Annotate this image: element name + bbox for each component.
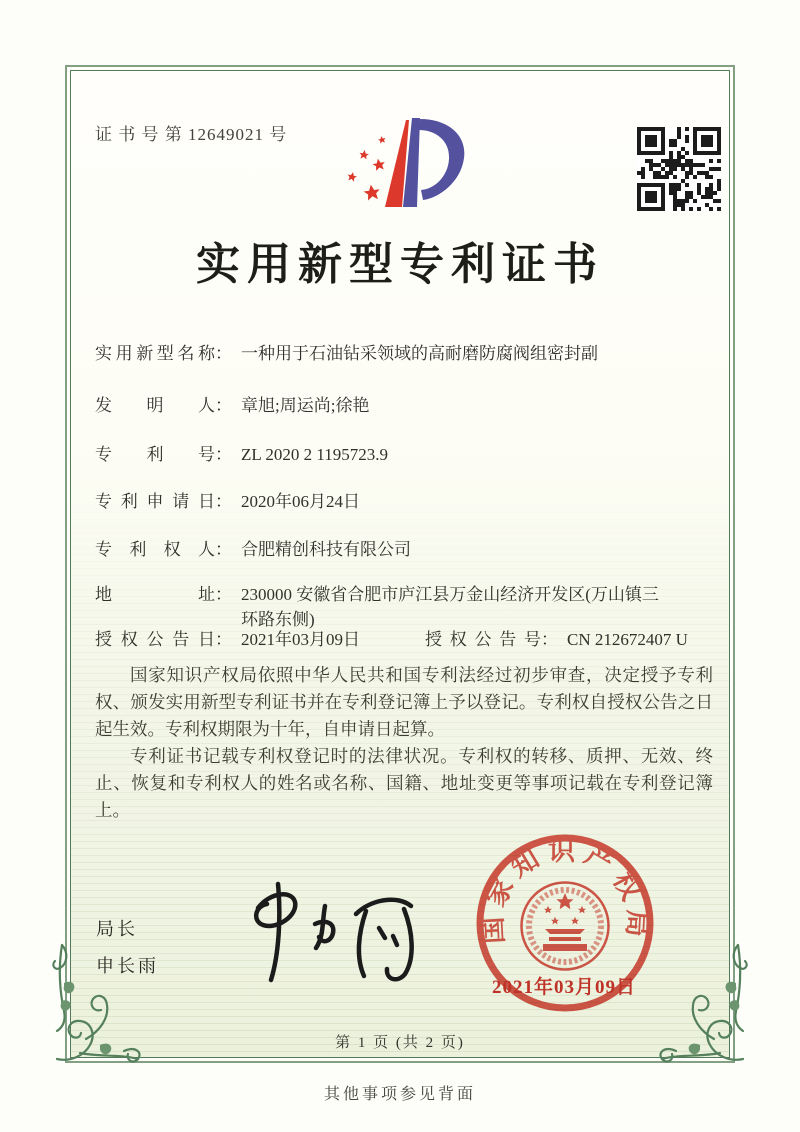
certificate-title: 实用新型专利证书 xyxy=(196,240,604,289)
field-colon: ： xyxy=(541,630,558,649)
seal-date: 2021年03月09日 xyxy=(492,977,637,998)
field-colon: ： xyxy=(215,540,232,559)
back-side-note: 其他事项参见背面 xyxy=(323,1086,476,1103)
field-colon: ： xyxy=(215,492,232,511)
legal-paragraph-1: 国家知识产权局依照中华人民共和国专利法经过初步审查，决定授予专利权、颁发实用新型专利证书并在专利登记簿上予以登记。专利权自授权公告之日起生效。专利权期限为十年，自申请日起算。 xyxy=(95,665,713,739)
field-label: 授权公告日 xyxy=(95,630,215,649)
field-value: 230000 安徽省合肥市庐江县万金山经济开发区(万山镇三 xyxy=(241,585,659,604)
qr-code xyxy=(637,127,721,211)
director-title: 局长 xyxy=(96,919,138,939)
field-row-filing-date xyxy=(95,490,360,514)
star-icon xyxy=(363,183,381,200)
field-value: 2020年06月24日 xyxy=(241,492,360,511)
field-label: 实用新型名称 xyxy=(95,344,215,363)
field-colon: ： xyxy=(215,344,232,363)
logo-blue-bowl xyxy=(419,119,464,200)
field-value: CN 212672407 U xyxy=(567,630,688,649)
legal-text xyxy=(95,662,713,824)
star-icon xyxy=(372,158,386,172)
field-colon: ： xyxy=(215,445,232,464)
field-label: 专利权人 xyxy=(95,540,215,559)
field-row-utility-model-name xyxy=(95,342,598,366)
page-number: 第 1 页 (共 2 页) xyxy=(335,1035,465,1051)
field-colon: ： xyxy=(215,630,232,649)
field-label: 授权公告号 xyxy=(425,630,541,649)
star-icon xyxy=(347,171,358,182)
director-name: 申长雨 xyxy=(96,956,159,976)
director-signature xyxy=(208,876,423,984)
field-row-grant xyxy=(95,628,688,652)
field-label: 地址 xyxy=(95,585,215,604)
field-colon: ： xyxy=(215,585,232,604)
legal-paragraph-2: 专利证书记载专利权登记时的法律状况。专利权的转移、质押、无效、终止、恢复和专利权人的姓名或名称、国籍、地址变更等事项记载在专利登记簿上。 xyxy=(95,746,713,820)
field-row-address xyxy=(95,583,659,607)
field-value: 合肥精创科技有限公司 xyxy=(241,540,411,559)
field-row-patent-number xyxy=(95,443,388,467)
field-value: 2021年03月09日 xyxy=(241,630,360,649)
field-label: 发明人 xyxy=(95,396,215,415)
field-value: ZL 2020 2 1195723.9 xyxy=(241,445,389,464)
field-colon: ： xyxy=(215,396,232,415)
certificate-number: 证 书 号 第 12649021 号 xyxy=(95,125,288,144)
field-pair-grant-number xyxy=(425,628,688,652)
cnipa-patent-logo-icon xyxy=(333,110,473,220)
star-icon xyxy=(377,135,386,144)
field-row-patentee xyxy=(95,538,411,562)
field-label: 专利申请日 xyxy=(95,492,215,511)
field-label: 专利号 xyxy=(95,445,215,464)
field-value: 一种用于石油钻采领域的高耐磨防腐阀组密封副 xyxy=(241,344,598,363)
star-icon xyxy=(359,149,370,159)
field-value: 章旭;周运尚;徐艳 xyxy=(241,396,370,415)
seal-arc-text: 国家知识产权局 xyxy=(477,835,653,945)
national-emblem-icon xyxy=(522,883,609,970)
field-row-inventors xyxy=(95,394,369,418)
field-value-address-line2: 环路东侧) xyxy=(241,610,315,629)
